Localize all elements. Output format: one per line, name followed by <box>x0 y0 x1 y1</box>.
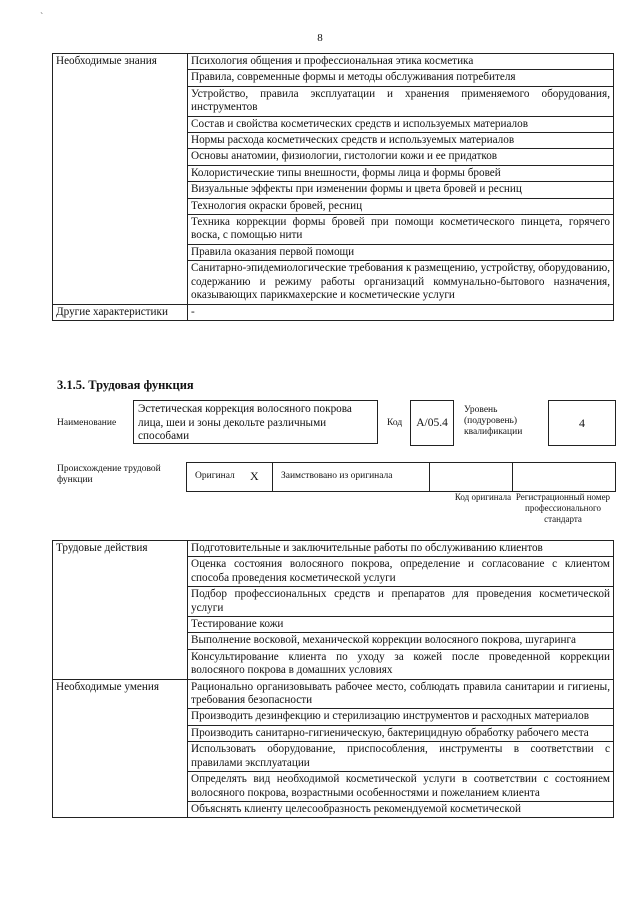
qualification-level: 4 <box>548 400 616 446</box>
origin-label: Происхождение трудовой функции <box>57 464 161 485</box>
table-cell: Тестирование кожи <box>188 617 614 633</box>
divider <box>429 463 430 491</box>
table-cell: Правила оказания первой помощи <box>188 244 614 260</box>
table-cell: Правила, современные формы и методы обслуживания потребителя <box>188 70 614 86</box>
table-cell: Рационально организовывать рабочее место, соблюдать правила санитарии и гигиены, требования безопасности <box>188 679 614 709</box>
divider <box>512 463 513 491</box>
table-cell: Консультирование клиента по уходу за кожей после проведенной коррекции волосяного покрова в домашних условиях <box>188 649 614 679</box>
function-code: А/05.4 <box>410 400 454 446</box>
table-cell: Визуальные эффекты при изменении формы и цвета бровей и ресниц <box>188 182 614 198</box>
table-row <box>53 541 614 557</box>
row-header: Другие характеристики <box>53 304 188 320</box>
page-number: 8 <box>317 32 323 44</box>
original-mark: X <box>250 469 259 483</box>
reg-caption: Регистрационный номер профессионального стандарта <box>515 492 611 524</box>
original-label: Оригинал <box>195 471 235 481</box>
code-caption: Код оригинала <box>454 492 512 502</box>
divider <box>272 463 273 491</box>
level-label: Уровень (подуровень) квалификации <box>464 405 523 437</box>
scan-mark: ` <box>40 12 44 23</box>
section-title: 3.1.5. Трудовая функция <box>57 378 194 392</box>
table-cell: Объяснять клиенту целесообразность рекомендуемой косметической <box>188 801 614 817</box>
table-cell: Санитарно-эпидемиологические требования к размещению, устройству, оборудованию, содержанию и режиму работы организаций коммунально-бытового назначения, оказывающих парикмахерские и косметические услуги <box>188 261 614 304</box>
row-header: Необходимые знания <box>53 54 188 305</box>
table-cell: Состав и свойства косметических средств и используемых материалов <box>188 116 614 132</box>
name-label: Наименование <box>57 418 117 428</box>
table-cell: Нормы расхода косметических средств и используемых материалов <box>188 133 614 149</box>
table-cell: Оценка состояния волосяного покрова, определение и согласование с клиентом способа проведения косметической услуги <box>188 557 614 587</box>
row-header: Трудовые действия <box>53 541 188 680</box>
labor-actions-table <box>52 540 614 818</box>
function-name: Эстетическая коррекция волосяного покрова лица, шеи и зоны декольте различными способами <box>133 400 378 444</box>
table-cell: Определять вид необходимой косметической услуги в соответствии с состоянием волосяного покрова, возрастными особенностями и пожеланием клиента <box>188 772 614 802</box>
code-label: Код <box>387 418 403 428</box>
table-cell: Устройство, правила эксплуатации и хранения применяемого оборудования, инструментов <box>188 86 614 116</box>
knowledge-table <box>52 53 614 321</box>
table-cell: Психология общения и профессиональная этика косметика <box>188 54 614 70</box>
origin-box <box>186 462 616 492</box>
table-cell: Использовать оборудование, приспособления, инструменты в соответствии с правилами эксплуатации <box>188 742 614 772</box>
table-cell: Технология окраски бровей, ресниц <box>188 198 614 214</box>
table-cell: Колористические типы внешности, формы лица и формы бровей <box>188 165 614 181</box>
table-cell: Производить дезинфекцию и стерилизацию инструментов и расходных материалов <box>188 709 614 725</box>
row-header: Необходимые умения <box>53 679 188 818</box>
table-cell: Подбор профессиональных средств и препаратов для проведения косметической услуги <box>188 587 614 617</box>
table-cell: Подготовительные и заключительные работы по обслуживанию клиентов <box>188 541 614 557</box>
table-row <box>53 679 614 709</box>
table-cell: Выполнение восковой, механической коррекции волосяного покрова, шугаринга <box>188 633 614 649</box>
table-row <box>53 304 614 320</box>
borrowed-label: Заимствовано из оригинала <box>281 471 393 481</box>
table-cell: Основы анатомии, физиологии, гистологии кожи и ее придатков <box>188 149 614 165</box>
table-cell: Техника коррекции формы бровей при помощи косметического пинцета, горячего воска, с помощью нити <box>188 215 614 245</box>
table-cell: - <box>188 304 614 320</box>
table-cell: Производить санитарно-гигиеническую, бактерицидную обработку рабочего места <box>188 725 614 741</box>
table-row <box>53 54 614 70</box>
